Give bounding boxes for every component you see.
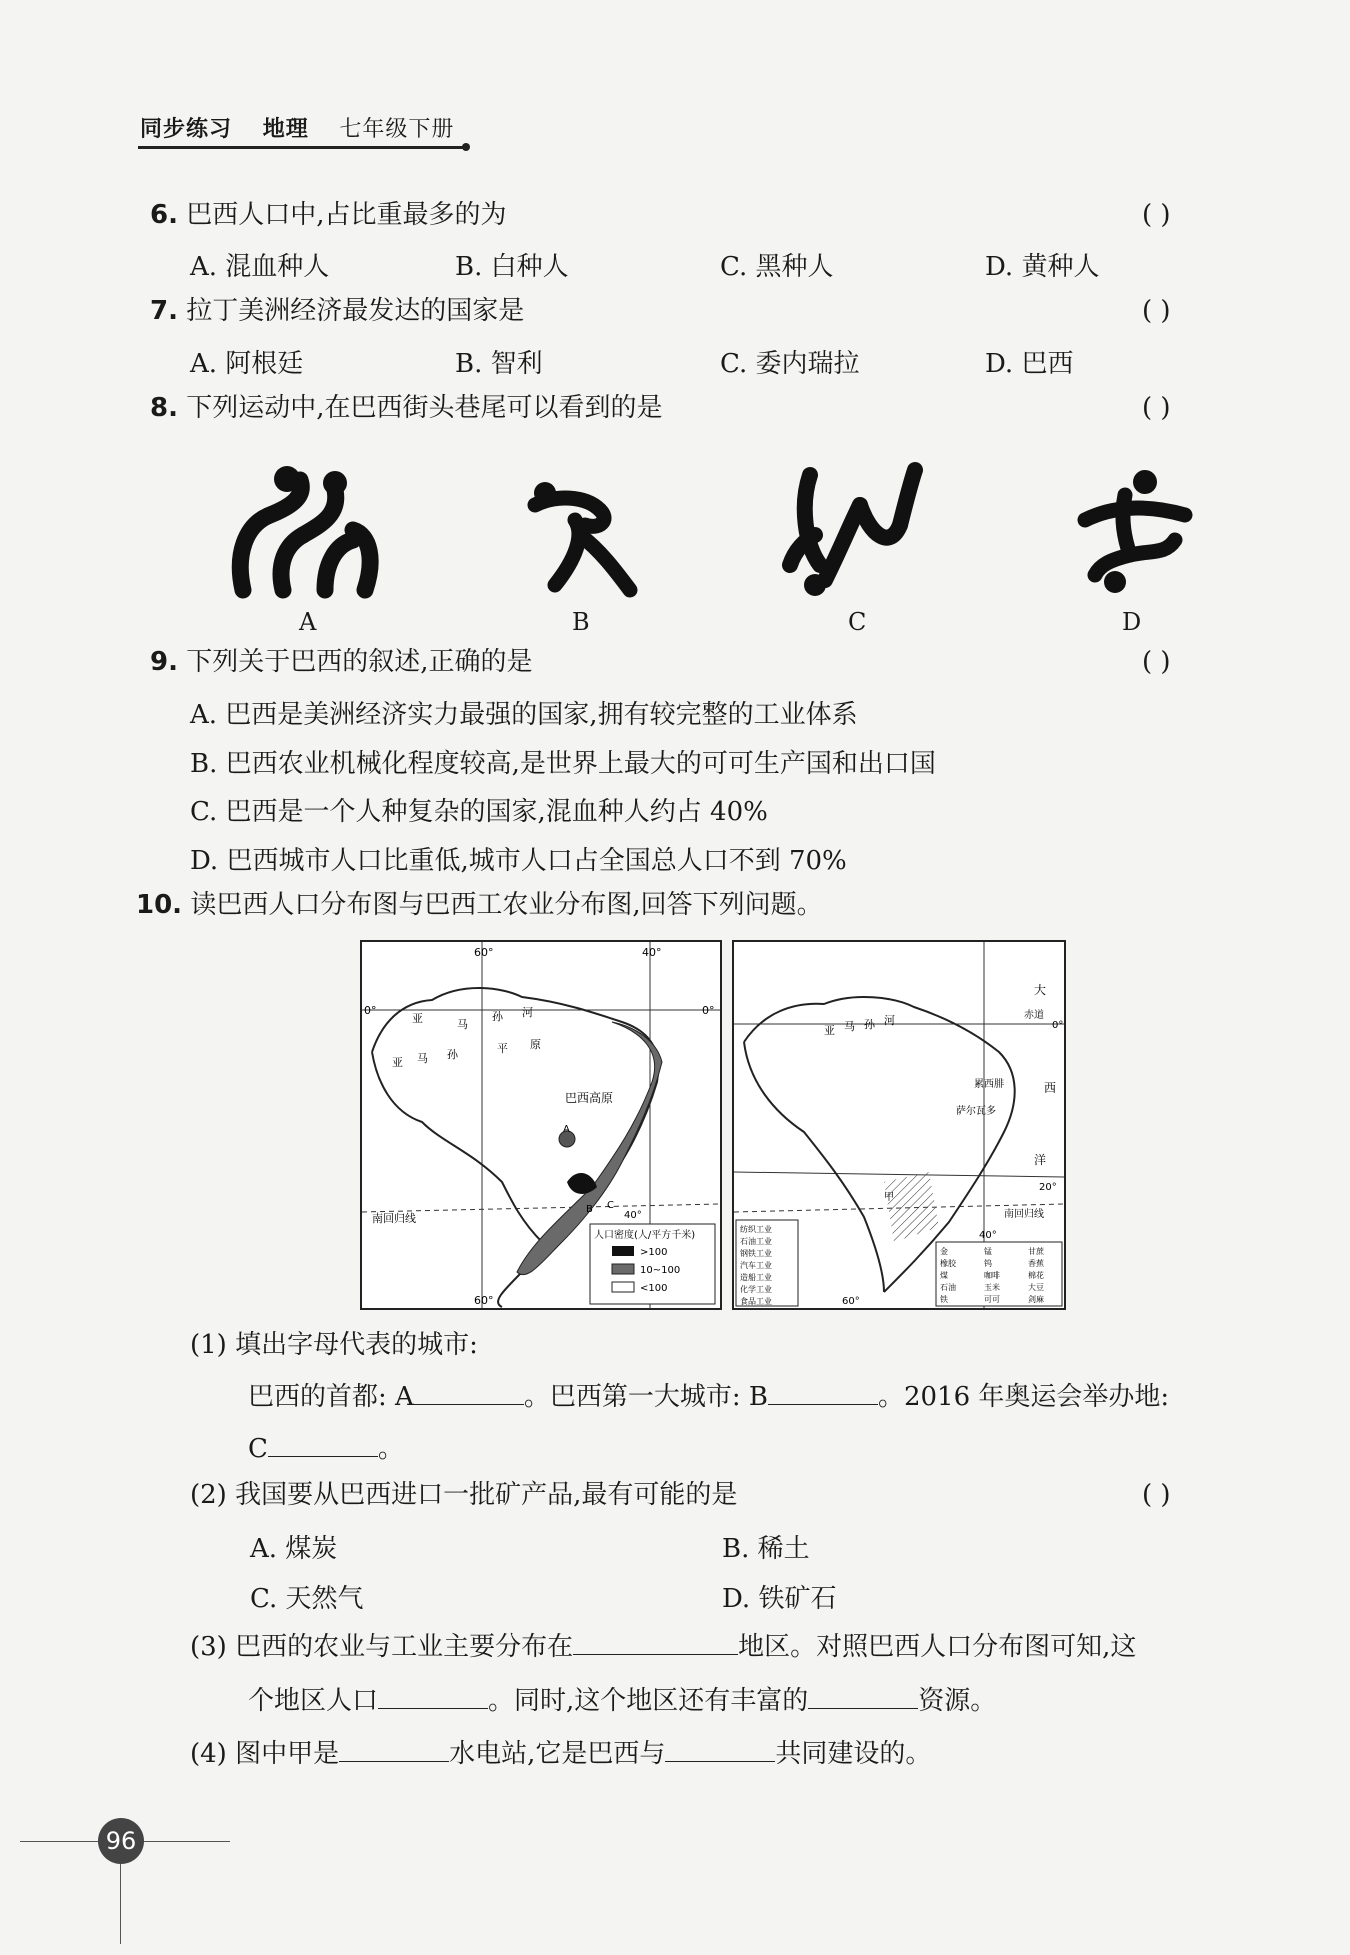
- answer-blank-b[interactable]: [768, 1378, 878, 1405]
- legend-item: 大豆: [1028, 1283, 1044, 1292]
- legend-item: 剑麻: [1028, 1295, 1044, 1304]
- legend-item: 石油工业: [740, 1237, 772, 1246]
- option-a: A. 巴西是美洲经济实力最强的国家,拥有较完整的工业体系: [190, 700, 858, 730]
- legend-item: 金: [940, 1247, 948, 1256]
- question-number: 10.: [136, 890, 183, 920]
- plain-char: 原: [530, 1038, 541, 1051]
- tropic-label: 南回归线: [1004, 1209, 1044, 1220]
- plain-char: 马: [417, 1052, 428, 1065]
- header-grade: 七年级下册: [339, 117, 455, 142]
- legend-high: >100: [640, 1247, 668, 1258]
- answer-blank-a[interactable]: [414, 1378, 524, 1405]
- river-char: 亚: [412, 1012, 423, 1025]
- wrestling-pictogram: [225, 455, 385, 600]
- header-rule: [138, 146, 468, 149]
- answer-blank-station[interactable]: [339, 1735, 449, 1762]
- sub-text: 图中甲是: [235, 1739, 340, 1769]
- legend-item: 煤: [940, 1271, 948, 1280]
- question-number: 7.: [150, 296, 178, 326]
- option-c: C. 天然气: [250, 1584, 364, 1614]
- ocean-char: 西: [1044, 1081, 1057, 1095]
- legend-item: 汽车工业: [740, 1261, 772, 1270]
- map2-lat-0: 0°: [1052, 1020, 1064, 1031]
- sub-text: 水电站,它是巴西与: [449, 1739, 666, 1769]
- capoeira-pictogram: [780, 455, 930, 600]
- option-d: D. 巴西城市人口比重低,城市人口占全国总人口不到 70%: [190, 846, 847, 876]
- pictogram-label-c: C: [848, 608, 867, 636]
- answer-paren: ( ): [1142, 1480, 1171, 1510]
- river-char: 马: [844, 1020, 855, 1033]
- sub-text: 个地区人口: [248, 1686, 379, 1716]
- subquestion-2: [190, 1478, 737, 1512]
- subquestion-1-line2: [248, 1378, 1169, 1414]
- legend-item: 造船工业: [740, 1273, 772, 1282]
- legend-item: 甘蔗: [1028, 1247, 1044, 1256]
- industry-legend-items: [740, 1224, 772, 1306]
- option-b: B. 巴西农业机械化程度较高,是世界上最大的可可生产国和出口国: [190, 749, 936, 779]
- question-text: 下列运动中,在巴西街头巷尾可以看到的是: [186, 393, 663, 423]
- sub-text: 我国要从巴西进口一批矿产品,最有可能的是: [235, 1480, 738, 1510]
- answer-blank-population[interactable]: [378, 1682, 488, 1709]
- recife-label: 累西腓: [974, 1079, 1004, 1090]
- tropic-label: 南回归线: [372, 1212, 416, 1225]
- answer-paren: ( ): [1142, 647, 1171, 677]
- answer-blank-resource[interactable]: [808, 1682, 918, 1709]
- sub-label: (4): [190, 1739, 227, 1769]
- city-b-label: B: [586, 1204, 593, 1215]
- map1-lon-40: 40°: [642, 946, 662, 959]
- option-d: D. 铁矿石: [722, 1584, 837, 1614]
- header-series: 同步练习: [140, 117, 233, 142]
- sub-text: C: [248, 1434, 268, 1464]
- plain-char: 孙: [447, 1048, 458, 1061]
- legend-item: 化学工业: [740, 1285, 772, 1294]
- legend-item: 橡胶: [940, 1259, 956, 1268]
- brazil-population-map: [360, 940, 722, 1310]
- city-a-label: A: [563, 1124, 570, 1135]
- sub-text: 。同时,这个地区还有丰富的: [488, 1686, 809, 1716]
- answer-paren: ( ): [1142, 200, 1171, 230]
- question-text: 拉丁美洲经济最发达的国家是: [186, 296, 525, 326]
- river-char: 河: [884, 1014, 895, 1027]
- legend-item: 钢铁工业: [740, 1249, 772, 1258]
- sub-text: 。巴西第一大城市: B: [523, 1382, 768, 1412]
- station-jia-label: 甲: [884, 1192, 894, 1203]
- pictogram-label-b: B: [572, 608, 590, 636]
- sub-label: (3): [190, 1632, 227, 1662]
- option-d: D. 黄种人: [985, 252, 1100, 282]
- ocean-char: 洋: [1034, 1153, 1047, 1167]
- question-text: 下列关于巴西的叙述,正确的是: [186, 647, 533, 677]
- question-9: [150, 645, 533, 679]
- header-rule-dot: [462, 143, 470, 151]
- sub-text: 。: [377, 1434, 404, 1464]
- sub-text: 巴西的首都: A: [248, 1382, 414, 1412]
- subquestion-3-line2: [248, 1682, 996, 1718]
- answer-paren: ( ): [1142, 296, 1171, 326]
- option-b: B. 智利: [455, 349, 543, 379]
- ocean-char: 大: [1034, 983, 1047, 997]
- answer-blank-c[interactable]: [268, 1430, 378, 1457]
- question-10: [136, 888, 823, 922]
- sub-text: 资源。: [918, 1686, 997, 1716]
- river-char: 孙: [492, 1010, 503, 1023]
- map1-lon-60-bottom: 60°: [474, 1294, 494, 1307]
- map1-lon-60: 60°: [474, 946, 494, 959]
- sub-text: 共同建设的。: [775, 1739, 932, 1769]
- subquestion-1: [190, 1328, 478, 1362]
- legend-item: 棉花: [1028, 1271, 1044, 1280]
- question-6: [150, 198, 507, 232]
- legend-low: <100: [640, 1283, 668, 1294]
- question-number: 8.: [150, 393, 178, 423]
- sub-text: 地区。对照巴西人口分布图可知,这: [738, 1632, 1137, 1662]
- option-a: A. 阿根廷: [190, 349, 304, 379]
- legend-item: 石油: [940, 1283, 956, 1292]
- question-number: 6.: [150, 200, 178, 230]
- legend-item: 锰: [984, 1247, 992, 1256]
- option-b: B. 白种人: [455, 252, 569, 282]
- pictogram-label-a: A: [299, 608, 317, 636]
- header-subject: 地理: [262, 117, 309, 142]
- map2-lon-60: 60°: [842, 1296, 860, 1307]
- legend-item: 钨: [984, 1259, 992, 1268]
- sub-label: (1): [190, 1330, 227, 1360]
- subquestion-1-line3: [248, 1430, 404, 1466]
- river-char: 亚: [824, 1024, 835, 1037]
- map1-lon-40-inner: 40°: [624, 1210, 642, 1221]
- plain-char: 亚: [392, 1056, 403, 1069]
- legend-item: 纺织工业: [740, 1225, 772, 1234]
- legend-item: 香蕉: [1028, 1259, 1044, 1268]
- option-a: A. 煤炭: [250, 1534, 338, 1564]
- legend-title: 人口密度(人/平方千米): [594, 1230, 696, 1241]
- map1-lat-0-left: 0°: [364, 1004, 377, 1017]
- legend-item: 食品工业: [740, 1297, 772, 1306]
- answer-blank-country[interactable]: [665, 1735, 775, 1762]
- brazil-industry-agriculture-map: [732, 940, 1066, 1310]
- option-c: C. 黑种人: [720, 252, 834, 282]
- legend-item: 铁: [940, 1295, 948, 1304]
- pictogram-label-d: D: [1122, 608, 1142, 636]
- sub-text: 填出字母代表的城市:: [235, 1330, 478, 1360]
- option-b: B. 稀土: [722, 1534, 810, 1564]
- question-text: 巴西人口中,占比重最多的为: [186, 200, 507, 230]
- page-number: 96: [98, 1818, 144, 1864]
- river-char: 马: [457, 1018, 468, 1031]
- option-c: C. 巴西是一个人种复杂的国家,混血种人约占 40%: [190, 797, 768, 827]
- equator-label: 赤道: [1024, 1010, 1044, 1021]
- sub-label: (2): [190, 1480, 227, 1510]
- city-c-label: C: [607, 1200, 614, 1211]
- map2-lat-20: 20°: [1039, 1182, 1057, 1193]
- subquestion-3: [190, 1628, 1136, 1664]
- option-c: C. 委内瑞拉: [720, 349, 860, 379]
- salvador-label: 萨尔瓦多: [956, 1106, 996, 1117]
- question-7: [150, 294, 524, 328]
- answer-paren: ( ): [1142, 393, 1171, 423]
- option-a: A. 混血种人: [190, 252, 330, 282]
- plateau-label: 巴西高原: [565, 1091, 614, 1105]
- football-pictogram: [1070, 460, 1200, 600]
- legend-item: 玉米: [984, 1283, 1000, 1292]
- sub-text: 巴西的农业与工业主要分布在: [235, 1632, 574, 1662]
- river-char: 河: [522, 1006, 533, 1019]
- subquestion-4: [190, 1735, 931, 1771]
- question-text: 读巴西人口分布图与巴西工农业分布图,回答下列问题。: [190, 890, 823, 920]
- page-header: [140, 112, 476, 143]
- martial-arts-pictogram: [515, 465, 645, 600]
- plain-char: 平: [497, 1042, 508, 1055]
- option-d: D. 巴西: [985, 349, 1074, 379]
- sub-text: 。2016 年奥运会举办地:: [877, 1382, 1170, 1412]
- legend-mid: 10~100: [640, 1265, 681, 1276]
- footer-vertical-rule: [120, 1864, 121, 1944]
- question-8: [150, 391, 663, 425]
- map2-lon-40: 40°: [979, 1230, 997, 1241]
- question-number: 9.: [150, 647, 178, 677]
- river-char: 孙: [864, 1018, 875, 1031]
- legend-item: 咖啡: [984, 1271, 1000, 1280]
- legend-item: 可可: [984, 1295, 1000, 1304]
- map1-lat-0-right: 0°: [702, 1004, 715, 1017]
- answer-blank-region[interactable]: [573, 1628, 738, 1655]
